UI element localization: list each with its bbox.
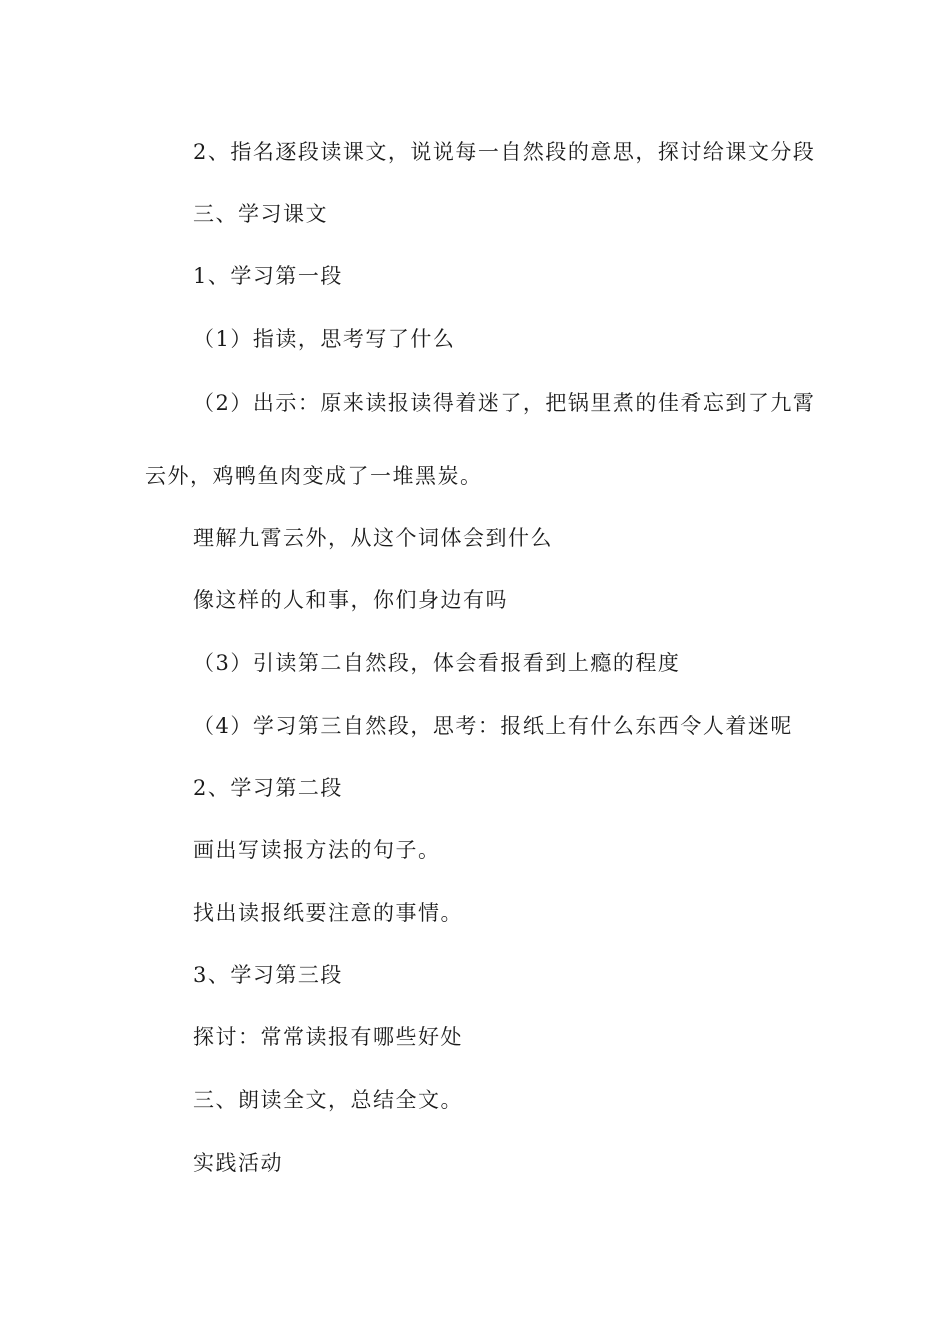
text-line: （3）引读第二自然段，体会看报看到上瘾的程度 <box>193 651 681 675</box>
text-line-continuation: 云外，鸡鸭鱼肉变成了一堆黑炭。 <box>145 464 483 488</box>
text-line: （1）指读，思考写了什么 <box>193 327 456 351</box>
subsection-heading: 1、学习第一段 <box>193 264 343 288</box>
section-heading: 三、朗读全文，总结全文。 <box>193 1088 463 1112</box>
text-line: 探讨：常常读报有哪些好处 <box>193 1025 463 1049</box>
subsection-heading: 2、学习第二段 <box>193 776 343 800</box>
text-line: 像这样的人和事，你们身边有吗 <box>193 588 508 612</box>
subsection-heading: 3、学习第三段 <box>193 963 343 987</box>
section-heading: 三、学习课文 <box>193 202 328 226</box>
text-line: （4）学习第三自然段，思考：报纸上有什么东西令人着迷呢 <box>193 714 793 738</box>
text-line: 找出读报纸要注意的事情。 <box>193 901 463 925</box>
text-line: 画出写读报方法的句子。 <box>193 838 441 862</box>
text-line: （2）出示：原来读报读得着迷了，把锅里煮的佳肴忘到了九霄 <box>193 391 816 415</box>
text-line: 理解九霄云外，从这个词体会到什么 <box>193 526 553 550</box>
text-line: 实践活动 <box>193 1151 283 1175</box>
text-line: 2、指名逐段读课文，说说每一自然段的意思，探讨给课文分段 <box>193 140 816 164</box>
